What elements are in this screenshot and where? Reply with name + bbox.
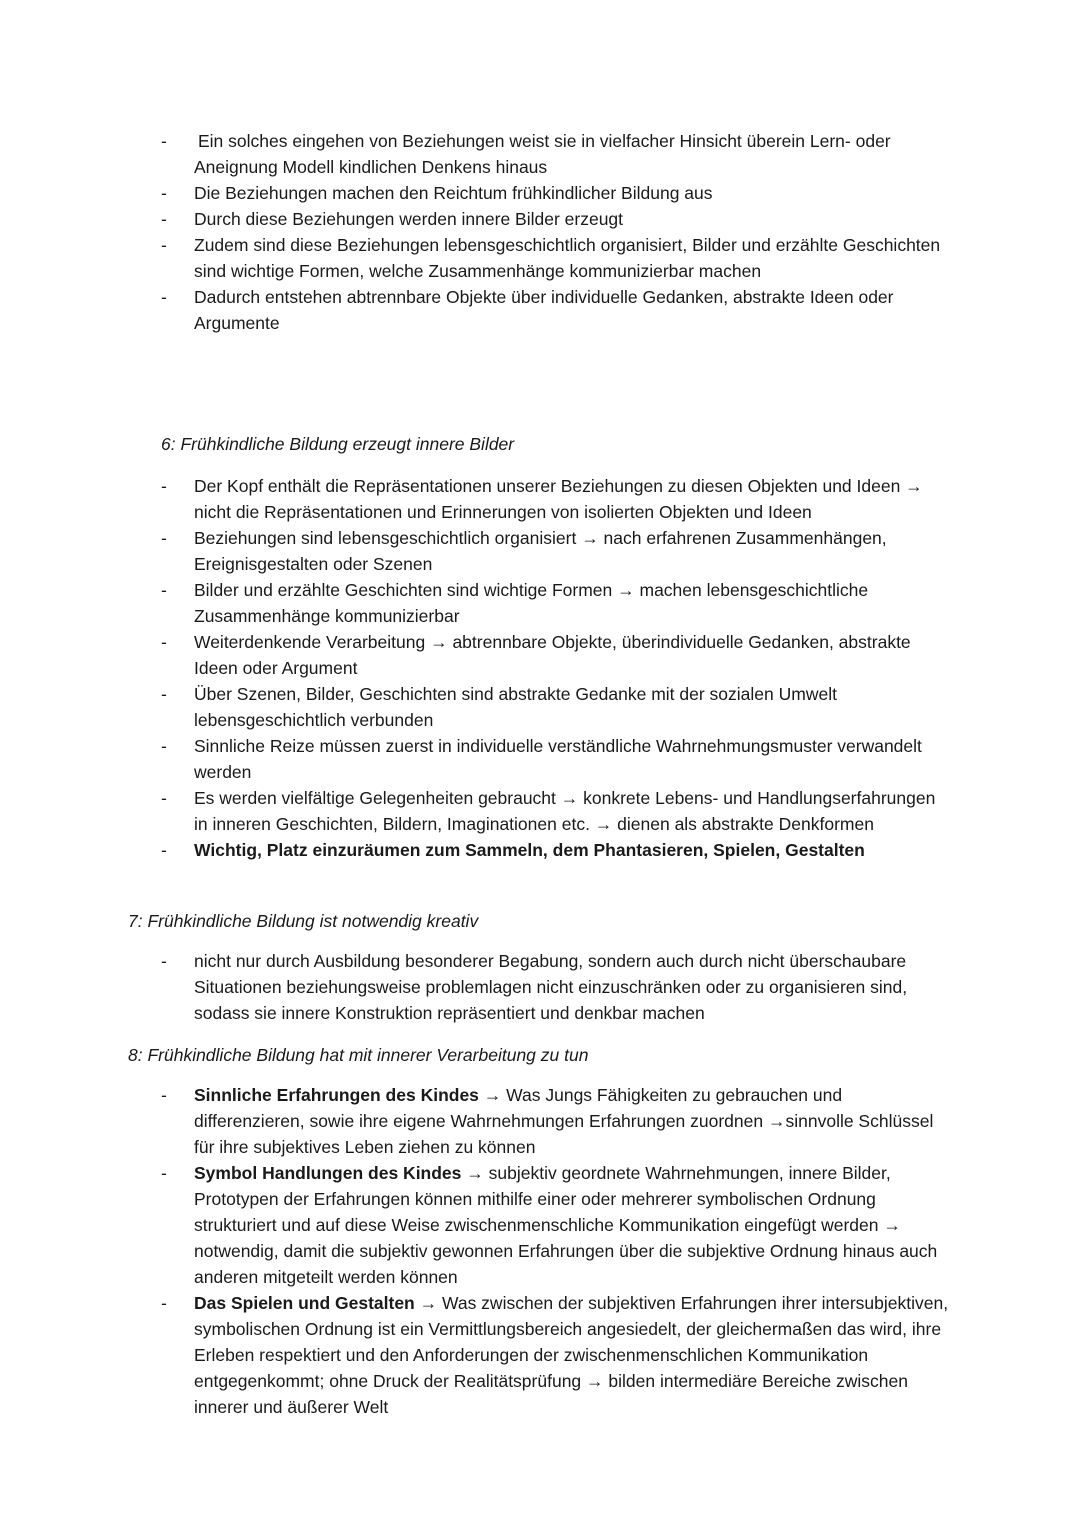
section-8-list	[161, 1082, 951, 1420]
list-item: - Dadurch entstehen abtrennbare Objekte über individuelle Gedanken, abstrakte Ideen oder Argumente	[161, 284, 951, 336]
section-6-heading: 6: Frühkindliche Bildung erzeugt innere Bilder	[161, 434, 515, 454]
list-item: - Die Beziehungen machen den Reichtum frühkindlicher Bildung aus	[161, 180, 951, 206]
list-item: - Durch diese Beziehungen werden innere Bilder erzeugt	[161, 206, 951, 232]
item-text: → Was zwischen der subjektiven Erfahrungen ihrer intersubjektiven, symbolischen Ordnung ist ein Vermittlungsbereich angesiedelt, der gleichermaßen das wird, ihre Erleben respektiert und den Anforderungen der zwischenmenschlichen Kommunikation entgegenkommt; ohne Druck der Realitätsprüfung → bilden intermediäre Bereiche zwischen innerer und äußerer Welt	[194, 1293, 949, 1417]
list-item: - Der Kopf enthält die Repräsentationen unserer Beziehungen zu diesen Objekten und Ideen → nicht die Repräsentationen und Erinnerungen von isolierten Objekten und Ideen	[161, 473, 951, 525]
item-lead: Symbol Handlungen des Kindes	[194, 1163, 462, 1183]
item-text: → Was Jungs Fähigkeiten zu gebrauchen und differenzieren, sowie ihre eigene Wahrnehmungen Erfahrungen zuordnen →sinnvolle Schlüssel für ihre subjektives Leben ziehen zu können	[194, 1085, 934, 1157]
list-item: - Ein solches eingehen von Beziehungen weist sie in vielfacher Hinsicht überein Lern- oder Aneignung Modell kindlichen Denkens hinaus	[161, 128, 951, 180]
list-item	[161, 1290, 951, 1420]
list-item: - Weiterdenkende Verarbeitung → abtrennbare Objekte, überindividuelle Gedanken, abstrakte Ideen oder Argument	[161, 629, 951, 681]
list-item	[161, 837, 951, 863]
list-item: - Sinnliche Reize müssen zuerst in individuelle verständliche Wahrnehmungsmuster verwandelt werden	[161, 733, 951, 785]
intro-list	[161, 128, 951, 336]
list-item: - Es werden vielfältige Gelegenheiten gebraucht → konkrete Lebens- und Handlungserfahrungen in inneren Geschichten, Bildern, Imaginationen etc. → dienen als abstrakte Denkformen	[161, 785, 951, 837]
section-6-list	[161, 473, 951, 863]
bold-note: Wichtig, Platz einzuräumen zum Sammeln, dem Phantasieren, Spielen, Gestalten	[194, 840, 865, 860]
list-item: - Über Szenen, Bilder, Geschichten sind abstrakte Gedanke mit der sozialen Umwelt lebensgeschichtlich verbunden	[161, 681, 951, 733]
list-item: - Beziehungen sind lebensgeschichtlich organisiert → nach erfahrenen Zusammenhängen, Ereignisgestalten oder Szenen	[161, 525, 951, 577]
list-item	[161, 1082, 951, 1160]
item-lead: Das Spielen und Gestalten	[194, 1293, 415, 1313]
item-text: → subjektiv geordnete Wahrnehmungen, innere Bilder, Prototypen der Erfahrungen können mithilfe einer oder mehrerer symbolischen Ordnung strukturiert und auf diese Weise zwischenmenschliche Kommunikation eingefügt werden → notwendig, damit die subjektiv gewonnen Erfahrungen über die subjektive Ordnung hinaus auch anderen mitgeteilt werden können	[194, 1163, 938, 1287]
list-item	[161, 1160, 951, 1290]
section-7-heading: 7: Frühkindliche Bildung ist notwendig kreativ	[128, 911, 479, 931]
list-item: - Zudem sind diese Beziehungen lebensgeschichtlich organisiert, Bilder und erzählte Geschichten sind wichtige Formen, welche Zusammenhänge kommunizierbar machen	[161, 232, 951, 284]
list-item: - Bilder und erzählte Geschichten sind wichtige Formen → machen lebensgeschichtliche Zusammenhänge kommunizierbar	[161, 577, 951, 629]
list-item: - nicht nur durch Ausbildung besonderer Begabung, sondern auch durch nicht überschaubare Situationen beziehungsweise problemlagen nicht einzuschränken oder zu organisieren sind, sodass sie innere Konstruktion repräsentiert und denkbar machen	[161, 948, 951, 1026]
section-8-heading: 8: Frühkindliche Bildung hat mit innerer Verarbeitung zu tun	[128, 1045, 589, 1065]
item-lead: Sinnliche Erfahrungen des Kindes	[194, 1085, 479, 1105]
section-7-list	[161, 948, 951, 1026]
